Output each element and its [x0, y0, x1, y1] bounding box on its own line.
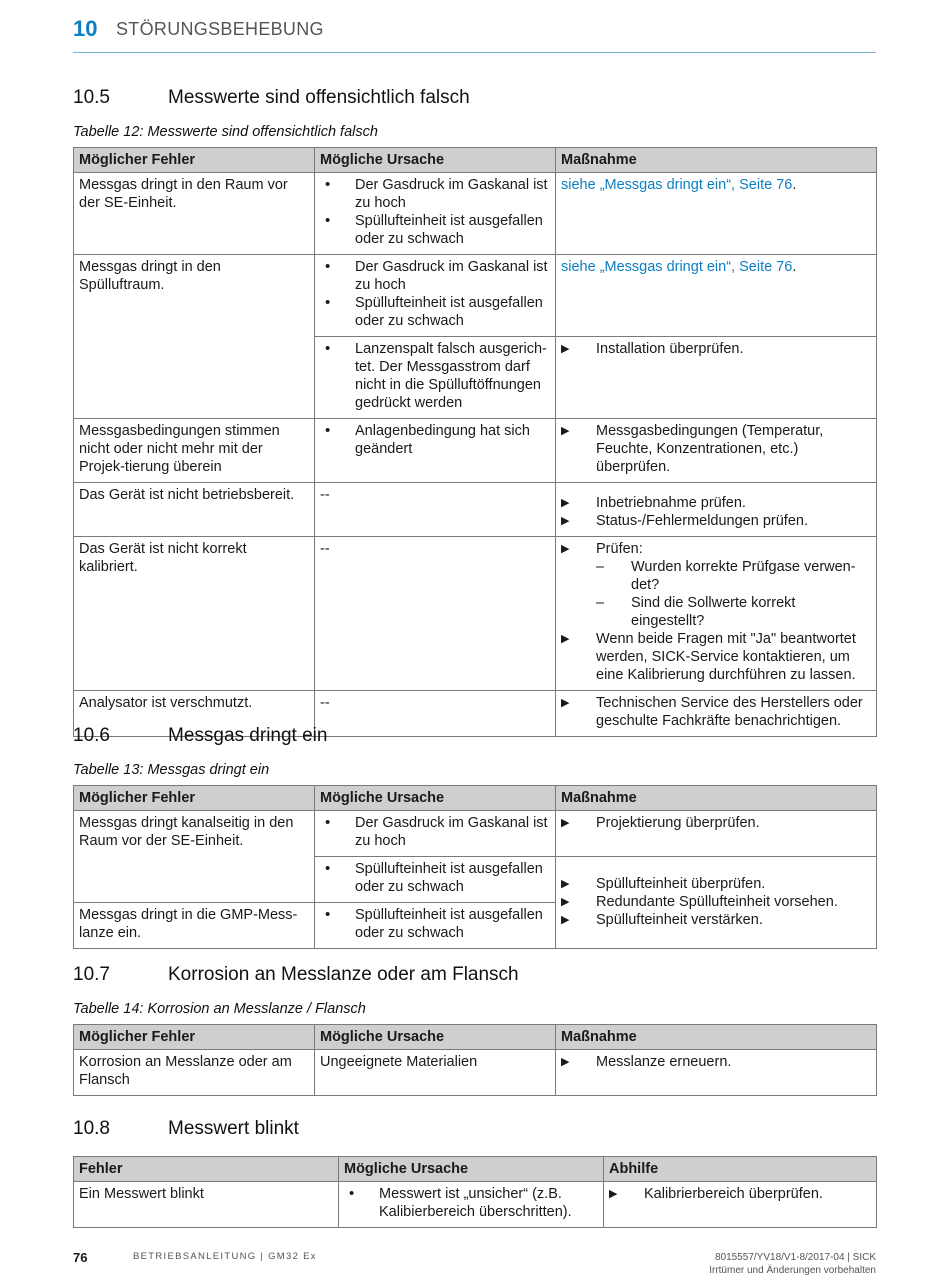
- triangle-arrow-icon: ▶: [561, 543, 570, 555]
- section-number: 10.6: [73, 725, 110, 746]
- massnahme-cell: [556, 691, 877, 737]
- section-number: 10.7: [73, 964, 110, 985]
- dash-item: – Sind die Sollwerte korrekt eingestellt?: [596, 594, 871, 630]
- ursache-cell: [315, 173, 556, 255]
- ursache-cell: --: [315, 537, 556, 691]
- disclaimer-text: Irrtümer und Änderungen vorbehalten: [709, 1265, 876, 1276]
- section-heading-10-7: [73, 964, 519, 986]
- fehler-cell: Korrosion an Messlanze oder am Flansch: [74, 1050, 315, 1096]
- column-header: Maßnahme: [556, 786, 877, 811]
- table-row: [74, 173, 877, 255]
- table-row: [74, 1050, 877, 1096]
- fehler-cell: Messgas dringt kanalseitig in den Raum vor der SE-Einheit.: [74, 811, 315, 903]
- cross-reference-link[interactable]: siehe „Messgas dringt ein“, Seite 76: [561, 259, 793, 275]
- table-13: [73, 785, 877, 949]
- ursache-cell: [315, 903, 556, 949]
- ursache-cell: [315, 419, 556, 483]
- action-item: ▶ Wenn beide Fragen mit "Ja" beantwortet werden, SICK-Service kontaktieren, um eine Kalibrierung durchführen zu lassen.: [561, 631, 856, 683]
- triangle-arrow-icon: ▶: [561, 914, 570, 926]
- bullet-item: • Messwert ist „unsicher“ (z.B. Kalibierbereich überschritten).: [344, 1185, 598, 1221]
- action-item: ▶ Redundante Spüllufteinheit vorsehen.: [561, 894, 838, 910]
- triangle-arrow-icon: ▶: [561, 515, 570, 527]
- massnahme-cell: [556, 337, 877, 419]
- triangle-arrow-icon: ▶: [561, 697, 570, 709]
- bullet-item: • Anlagenbedingung hat sich geändert: [320, 422, 550, 458]
- table-row: [74, 1182, 877, 1228]
- table-header-row: [74, 1157, 877, 1182]
- massnahme-cell: [556, 1050, 877, 1096]
- chapter-number: 10: [73, 16, 98, 41]
- massnahme-cell: [556, 537, 877, 691]
- page-number: 76: [73, 1250, 88, 1265]
- ursache-cell: [339, 1182, 604, 1228]
- massnahme-cell: siehe „Messgas dringt ein“, Seite 76.: [556, 255, 877, 337]
- action-item: ▶ Technischen Service des Herstellers oder geschulte Fachkräfte benachrichtigen.: [561, 695, 863, 729]
- dash-item: – Wurden korrekte Prüfgase verwen-det?: [596, 558, 871, 594]
- section-heading-10-6: [73, 725, 327, 747]
- bullet-item: • Der Gasdruck im Gaskanal ist zu hoch: [320, 814, 550, 850]
- action-item: ▶ Kalibrierbereich überprüfen.: [609, 1186, 823, 1202]
- document-title: BETRIEBSANLEITUNG | GM32 Ex: [133, 1251, 317, 1262]
- fehler-cell: Messgas dringt in die GMP-Mess-lanze ein.: [74, 903, 315, 949]
- ursache-cell: --: [315, 483, 556, 537]
- triangle-arrow-icon: ▶: [561, 896, 570, 908]
- fehler-cell: Ein Messwert blinkt: [74, 1182, 339, 1228]
- column-header: Mögliche Ursache: [339, 1157, 604, 1182]
- column-header: Möglicher Fehler: [74, 786, 315, 811]
- action-item: ▶ Projektierung überprüfen.: [561, 815, 760, 831]
- section-heading-10-8: [73, 1118, 299, 1140]
- massnahme-cell: [556, 483, 877, 537]
- massnahme-cell: [556, 857, 877, 949]
- triangle-arrow-icon: ▶: [561, 633, 570, 645]
- bullet-item: • Lanzenspalt falsch ausgerich-tet. Der Messgasstrom darf nicht in die Spülluftöffnungen gedrückt werden: [320, 340, 550, 412]
- ursache-cell: [315, 255, 556, 337]
- massnahme-cell: [556, 419, 877, 483]
- column-header: Möglicher Fehler: [74, 148, 315, 173]
- triangle-arrow-icon: ▶: [609, 1188, 618, 1200]
- triangle-arrow-icon: ▶: [561, 425, 570, 437]
- column-header: Mögliche Ursache: [315, 786, 556, 811]
- section-number: 10.5: [73, 87, 110, 108]
- column-header: Fehler: [74, 1157, 339, 1182]
- table-messwert-blinkt: [73, 1156, 877, 1228]
- table-row: [74, 255, 877, 337]
- table-header-row: [74, 786, 877, 811]
- fehler-cell: Messgas dringt in den Raum vor der SE-Einheit.: [74, 173, 315, 255]
- table-row: [74, 419, 877, 483]
- ursache-cell: Ungeeignete Materialien: [315, 1050, 556, 1096]
- section-title: Messgas dringt ein: [168, 725, 328, 746]
- section-title: Messwerte sind offensichtlich falsch: [168, 87, 470, 108]
- section-title: Messwert blinkt: [168, 1118, 299, 1139]
- column-header: Möglicher Fehler: [74, 1025, 315, 1050]
- table-12: [73, 147, 877, 737]
- ursache-cell: [315, 337, 556, 419]
- table-caption-14: Tabelle 14: Korrosion an Messlanze / Flansch: [73, 1001, 366, 1017]
- table-header-row: [74, 148, 877, 173]
- action-item: ▶ Spüllufteinheit verstärken.: [561, 912, 763, 928]
- section-heading-10-5: [73, 87, 470, 109]
- column-header: Mögliche Ursache: [315, 1025, 556, 1050]
- fehler-cell: Messgas dringt in den Spülluftraum.: [74, 255, 315, 419]
- table-caption-13: Tabelle 13: Messgas dringt ein: [73, 762, 270, 778]
- triangle-arrow-icon: ▶: [561, 1056, 570, 1068]
- table-14: [73, 1024, 877, 1096]
- table-row: [74, 483, 877, 537]
- table-caption-12: Tabelle 12: Messwerte sind offensichtlich falsch: [73, 124, 378, 140]
- massnahme-cell: siehe „Messgas dringt ein“, Seite 76.: [556, 173, 877, 255]
- triangle-arrow-icon: ▶: [561, 497, 570, 509]
- ursache-cell: [315, 857, 556, 903]
- triangle-arrow-icon: ▶: [561, 343, 570, 355]
- column-header: Maßnahme: [556, 148, 877, 173]
- bullet-item: • Spüllufteinheit ist ausgefallen oder zu schwach: [320, 212, 550, 248]
- fehler-cell: Analysator ist verschmutzt.: [74, 691, 315, 737]
- cross-reference-link[interactable]: siehe „Messgas dringt ein“, Seite 76: [561, 177, 793, 193]
- section-title: Korrosion an Messlanze oder am Flansch: [168, 964, 519, 985]
- action-item: ▶ Installation überprüfen.: [561, 341, 744, 357]
- triangle-arrow-icon: ▶: [561, 878, 570, 890]
- column-header: Mögliche Ursache: [315, 148, 556, 173]
- bullet-item: • Spüllufteinheit ist ausgefallen oder zu schwach: [320, 906, 550, 942]
- ursache-cell: --: [315, 691, 556, 737]
- table-row: [74, 811, 877, 857]
- action-item: ▶ Status-/Fehlermeldungen prüfen.: [561, 513, 808, 529]
- table-row: [74, 537, 877, 691]
- fehler-cell: Das Gerät ist nicht betriebsbereit.: [74, 483, 315, 537]
- action-item: ▶ Messlanze erneuern.: [561, 1054, 732, 1070]
- document-code-text: 8015557/YV18/V1-8/2017-04 | SICK: [714, 1252, 876, 1263]
- bullet-item: • Der Gasdruck im Gaskanal ist zu hoch: [320, 176, 550, 212]
- action-item: ▶ Messgasbedingungen (Temperatur, Feuchte, Konzentrationen, etc.) überprüfen.: [561, 423, 824, 475]
- document-code: [709, 1251, 876, 1277]
- ursache-cell: [315, 811, 556, 857]
- bullet-item: • Spüllufteinheit ist ausgefallen oder zu schwach: [320, 860, 550, 896]
- chapter-header: [73, 14, 876, 53]
- fehler-cell: Messgasbedingungen stimmen nicht oder nicht mehr mit der Projek-tierung überein: [74, 419, 315, 483]
- chapter-title: STÖRUNGSBEHEBUNG: [116, 19, 324, 39]
- triangle-arrow-icon: ▶: [561, 817, 570, 829]
- massnahme-cell: [604, 1182, 877, 1228]
- column-header: Maßnahme: [556, 1025, 877, 1050]
- action-item: ▶ Inbetriebnahme prüfen.: [561, 495, 746, 511]
- action-item: ▶ Spüllufteinheit überprüfen.: [561, 876, 766, 892]
- action-item: ▶ Prüfen: – Wurden korrekte Prüfgase verwen-det? – Sind die Sollwerte korrekt eingestellt?: [561, 540, 871, 630]
- massnahme-cell: [556, 811, 877, 857]
- bullet-item: • Spüllufteinheit ist ausgefallen oder zu schwach: [320, 294, 550, 330]
- section-number: 10.8: [73, 1118, 110, 1139]
- bullet-item: • Der Gasdruck im Gaskanal ist zu hoch: [320, 258, 550, 294]
- column-header: Abhilfe: [604, 1157, 877, 1182]
- fehler-cell: Das Gerät ist nicht korrekt kalibriert.: [74, 537, 315, 691]
- table-header-row: [74, 1025, 877, 1050]
